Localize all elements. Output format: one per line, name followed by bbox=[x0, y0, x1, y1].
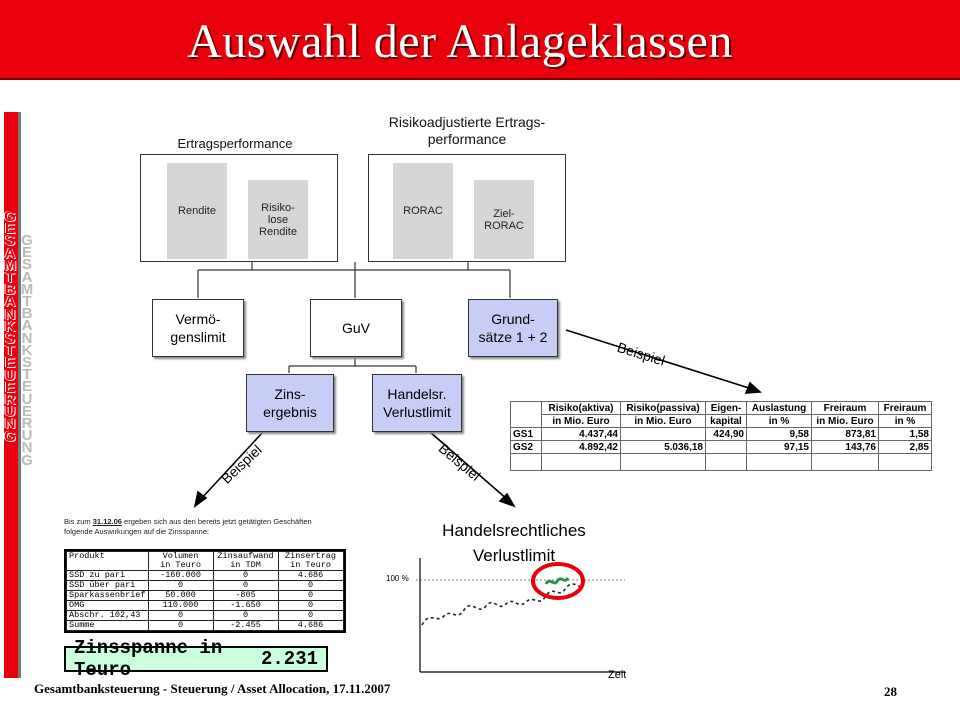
table-header: Freiraum bbox=[812, 402, 879, 415]
vermoegenslimit-box: Vermö- genslimit bbox=[152, 299, 244, 357]
table-cell bbox=[542, 454, 621, 471]
zins-table bbox=[66, 551, 344, 631]
table-cell bbox=[747, 454, 812, 471]
zins-table-header: Zinsertrag in Teuro bbox=[278, 552, 343, 571]
table-cell: 0 bbox=[213, 611, 278, 621]
table-row bbox=[511, 454, 932, 471]
table-row bbox=[67, 601, 344, 611]
table-header: Freiraum bbox=[879, 402, 932, 415]
table-header: in Mio. Euro bbox=[812, 415, 879, 428]
zins-table-header: Volumen in Teuro bbox=[148, 552, 213, 571]
table-cell: 50.000 bbox=[148, 591, 213, 601]
table-row bbox=[67, 591, 344, 601]
table-cell: SSD zu pari bbox=[67, 571, 149, 581]
table-cell: 0 bbox=[278, 581, 343, 591]
table-header: in Mio. Euro bbox=[542, 415, 621, 428]
table-header: in % bbox=[879, 415, 932, 428]
table-cell: GS2 bbox=[511, 441, 542, 454]
zinsspanne-label: Zinsspanne in Teuro bbox=[74, 637, 223, 681]
table-cell bbox=[879, 454, 932, 471]
table-cell: 4.892,42 bbox=[542, 441, 621, 454]
table-cell: Sparkassenbrief bbox=[67, 591, 149, 601]
table-row bbox=[67, 611, 344, 621]
zinsspanne-box bbox=[64, 637, 328, 681]
zins-note-pre: Bis zum bbox=[64, 517, 93, 526]
table-header: in % bbox=[747, 415, 812, 428]
sidebar-vertical-text-shadow: G E S A M T B A N K S T E U E R U N G bbox=[20, 232, 34, 469]
table-cell bbox=[812, 454, 879, 471]
chart-title: Handelsrechtliches Verlustlimit bbox=[442, 521, 586, 565]
beispiel-label-middle: Beispiel bbox=[435, 440, 484, 484]
verlustlimit-chart bbox=[400, 550, 630, 685]
page-title: Auswahl der Anlageklassen bbox=[187, 15, 733, 68]
table-row bbox=[67, 621, 344, 631]
table-row bbox=[511, 428, 932, 441]
table-cell: GS1 bbox=[511, 428, 542, 441]
table-cell: 2,85 bbox=[879, 441, 932, 454]
table-cell: Summe bbox=[67, 621, 149, 631]
table-cell: -2.455 bbox=[213, 621, 278, 631]
table-row bbox=[67, 571, 344, 581]
table-cell bbox=[621, 428, 706, 441]
table-cell: 0 bbox=[148, 581, 213, 591]
table-cell: 5.036,18 bbox=[621, 441, 706, 454]
ziel-rorac-bar: Ziel- RORAC bbox=[474, 180, 534, 259]
table-cell: OMG bbox=[67, 601, 149, 611]
table-cell: 0 bbox=[213, 581, 278, 591]
grundsaetze-box: Grund- sätze 1 + 2 bbox=[468, 299, 558, 357]
rendite-bar: Rendite bbox=[167, 163, 227, 259]
table-header: Risiko(aktiva) bbox=[542, 402, 621, 415]
handelsr-verlustlimit-box: Handelsr. Verlustlimit bbox=[372, 374, 462, 432]
beispiel-label-right: Beispiel bbox=[615, 339, 667, 369]
table-cell: 424,90 bbox=[706, 428, 747, 441]
table-cell: 4.686 bbox=[278, 621, 343, 631]
table-cell bbox=[706, 454, 747, 471]
table-cell: 0 bbox=[278, 601, 343, 611]
table-cell: 110.000 bbox=[148, 601, 213, 611]
table-cell: 0 bbox=[278, 611, 343, 621]
guv-box: GuV bbox=[310, 299, 402, 357]
chart-green-mark bbox=[546, 578, 568, 584]
beispiel-label-left: Beispiel bbox=[218, 441, 265, 487]
zinsspanne-value: 2.231 bbox=[260, 648, 318, 670]
table-cell: -160.000 bbox=[148, 571, 213, 581]
table-row bbox=[511, 441, 932, 454]
table-header: Eigen- bbox=[706, 402, 747, 415]
zins-note-date: 31.12.06 bbox=[92, 517, 122, 526]
zins-table-container bbox=[64, 549, 346, 633]
table-cell: 4.686 bbox=[278, 571, 343, 581]
table-row bbox=[67, 581, 344, 591]
zins-table-header: Zinsaufwand in TDM bbox=[213, 552, 278, 571]
table-header: in Mio. Euro bbox=[621, 415, 706, 428]
table-cell bbox=[706, 441, 747, 454]
table-cell: 0 bbox=[278, 591, 343, 601]
ertragsperformance-label: Ertragsperformance bbox=[177, 136, 293, 151]
table-cell: 4.437,44 bbox=[542, 428, 621, 441]
chart-x-label: Zeit bbox=[608, 669, 627, 681]
table-cell bbox=[621, 454, 706, 471]
table-cell bbox=[511, 454, 542, 471]
table-corner bbox=[511, 402, 542, 428]
table-cell: 0 bbox=[148, 621, 213, 631]
zins-note-post: ergeben sich aus den bereits jetzt getätigten Geschäften folgende Auswirkungen auf die Zinsspanne: bbox=[64, 517, 312, 536]
table-cell: 143,76 bbox=[812, 441, 879, 454]
zinsergebnis-box: Zins- ergebnis bbox=[246, 374, 334, 432]
risikoadjustiert-label: Risikoadjustierte Ertrags- performance bbox=[388, 114, 546, 147]
table-cell: 97,15 bbox=[747, 441, 812, 454]
table-cell: 9,58 bbox=[747, 428, 812, 441]
table-header: Auslastung bbox=[747, 402, 812, 415]
risikolose-rendite-bar: Risiko- lose Rendite bbox=[248, 180, 308, 259]
zins-table-header: Produkt bbox=[67, 552, 149, 571]
table-cell: Abschr. 102,43 bbox=[67, 611, 149, 621]
table-cell: SSD über pari bbox=[67, 581, 149, 591]
table-cell: 0 bbox=[148, 611, 213, 621]
table-cell: -805 bbox=[213, 591, 278, 601]
zins-note bbox=[64, 517, 334, 537]
rorac-bar: RORAC bbox=[393, 163, 453, 259]
chart-series-line bbox=[422, 584, 584, 625]
table-header: Risiko(passiva) bbox=[621, 402, 706, 415]
table-cell: 873,81 bbox=[812, 428, 879, 441]
grundsaetze-table-container bbox=[510, 401, 946, 471]
table-cell: 0 bbox=[213, 571, 278, 581]
grundsaetze-table bbox=[510, 401, 932, 471]
chart-y-label: 100 % bbox=[386, 574, 409, 583]
footer-text: Gesamtbanksteuerung - Steuerung / Asset Allocation, 17.11.2007 bbox=[34, 681, 391, 696]
table-cell: -1.650 bbox=[213, 601, 278, 611]
sidebar-vertical-text: G E S A M T B A N K S T E U E R U N G bbox=[3, 208, 17, 445]
table-header: kapital bbox=[706, 415, 747, 428]
page-number: 28 bbox=[884, 684, 897, 699]
table-cell: 1,58 bbox=[879, 428, 932, 441]
